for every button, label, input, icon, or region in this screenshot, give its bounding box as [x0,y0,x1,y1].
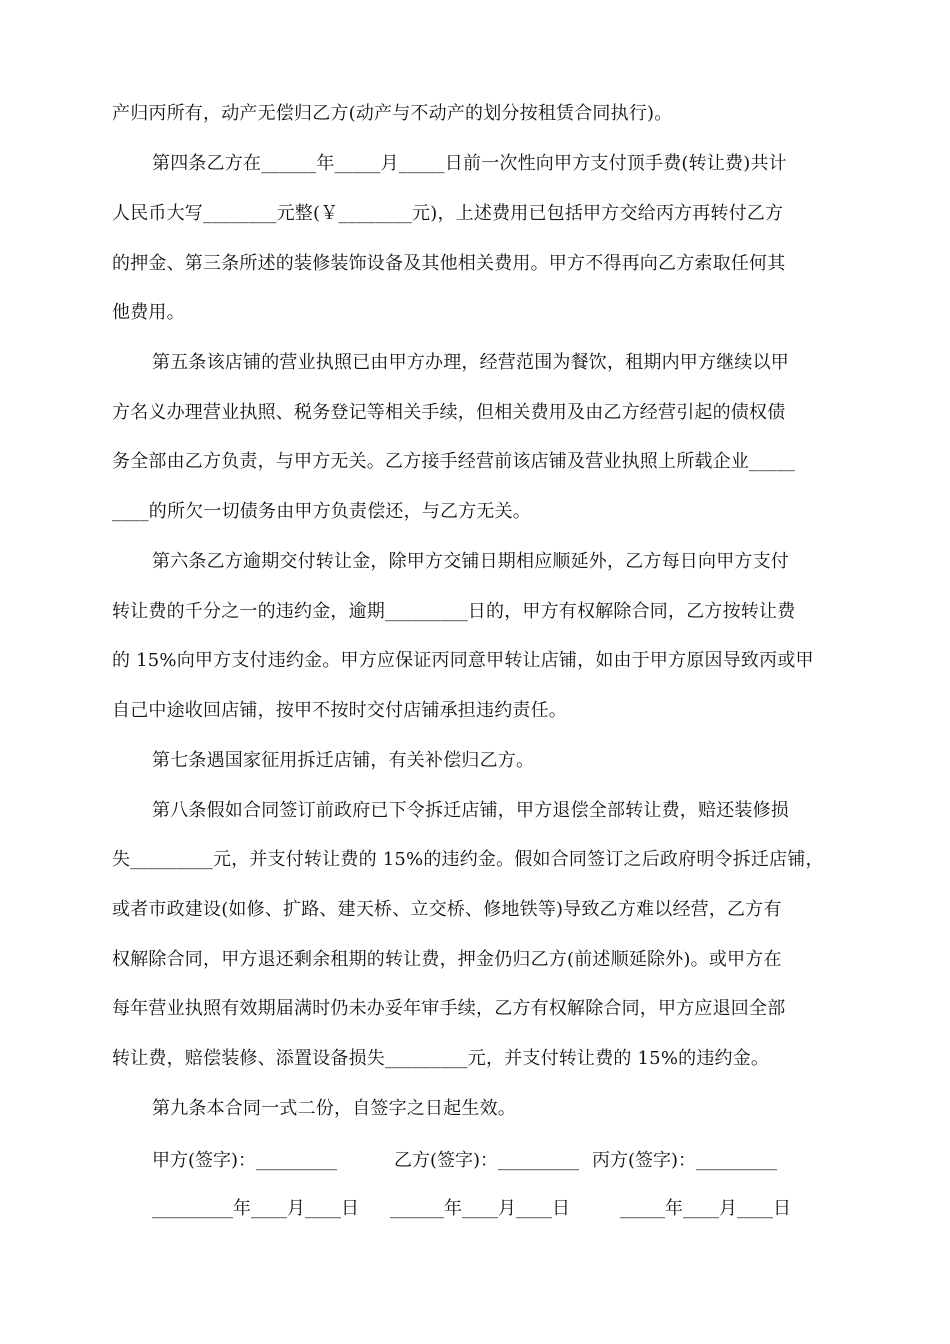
text-line: 的押金、第三条所述的装修装饰设备及其他相关费用。甲方不得再向乙方索取任何其 [112,253,786,274]
party-b-date: ______年____月____日 [390,1198,570,1219]
party-b-signature: 乙方(签字)：_________ [394,1150,580,1171]
text-line: ____的所欠一切债务由甲方负责偿还，与乙方无关。 [112,501,531,522]
text-line: 权解除合同，甲方退还剩余租期的转让费，押金仍归乙方(前述顺延除外)。或甲方在 [112,949,782,970]
party-a-signature: 甲方(签字)：_________ [152,1150,338,1171]
text-line: 第五条该店铺的营业执照已由甲方办理，经营范围为餐饮，租期内甲方继续以甲 [152,352,789,373]
text-line: 每年营业执照有效期届满时仍未办妥年审手续，乙方有权解除合同，甲方应退回全部 [112,998,786,1019]
text-line: 转让费的千分之一的违约金，逾期_________日的，甲方有权解除合同，乙方按转让费 [112,601,796,622]
text-line: 失_________元，并支付转让费的 15%的违约金。假如合同签订之后政府明令拆迁店铺， [112,849,824,870]
text-line: 自己中途收回店铺，按甲不按时交付店铺承担违约责任。 [112,700,567,721]
text-line: 第四条乙方在______年_____月_____日前一次性向甲方支付顶手费(转让费)共计 [152,153,787,174]
text-line: 方名义办理营业执照、税务登记等相关手续，但相关费用及由乙方经营引起的债权债 [112,402,786,423]
text-line: 人民币大写________元整(￥________元)，上述费用已包括甲方交给丙方再转付乙方 [112,203,784,224]
party-c-signature: 丙方(签字)：_________ [592,1150,778,1171]
text-line: 他费用。 [112,302,185,323]
text-line: 第八条假如合同签订前政府已下令拆迁店铺，甲方退偿全部转让费，赔还装修损 [152,800,789,821]
text-line: 产归丙所有，动产无偿归乙方(动产与不动产的划分按租赁合同执行)。 [112,103,673,124]
text-line: 务全部由乙方负责，与甲方无关。乙方接手经营前该店铺及营业执照上所载企业_____ [112,451,795,472]
text-line: 第六条乙方逾期交付转让金，除甲方交铺日期相应顺延外，乙方每日向甲方支付 [152,551,789,572]
party-a-date: _________年____月____日 [152,1198,359,1219]
text-line: 第七条遇国家征用拆迁店铺，有关补偿归乙方。 [152,750,535,771]
text-line: 第九条本合同一式二份，自签字之日起生效。 [152,1098,516,1119]
text-line: 或者市政建设(如修、扩路、建天桥、立交桥、修地铁等)导致乙方难以经营，乙方有 [112,899,782,920]
text-line: 转让费，赔偿装修、添置设备损失_________元，并支付转让费的 15%的违约金。 [112,1048,770,1069]
text-line: 的 15%向甲方支付违约金。甲方应保证丙同意甲转让店铺，如由于甲方原因导致丙或甲 [112,650,814,671]
party-c-date: _____年____月____日 [620,1198,791,1219]
